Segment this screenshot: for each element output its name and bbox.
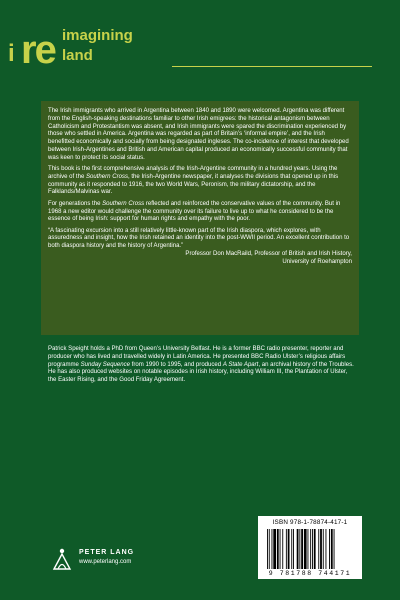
logo-i: i <box>8 40 15 67</box>
blurb-paragraph-3: For generations the Southern Cross reflected and reinforced the conservative values of the community. But in 1968 a new editor would challenge the community over its failure to live up to what he considered to be the essence of being Irish: support for human rights and empathy with the poor. <box>48 200 341 223</box>
logo-rule <box>172 66 372 67</box>
publisher-name: PETER LANG <box>79 549 135 556</box>
barcode-bar <box>299 529 300 569</box>
logo-imagining: imagining <box>62 27 133 44</box>
series-logo <box>8 22 388 74</box>
barcode-bar <box>334 529 335 569</box>
barcode-bar <box>331 529 333 569</box>
logo-land: land <box>62 47 93 64</box>
barcode-bar <box>326 529 327 569</box>
barcode-digits: 9 781788 744171 <box>268 570 352 577</box>
barcode-bar <box>267 529 268 569</box>
barcode-bar <box>310 529 311 569</box>
publisher-logo <box>50 545 160 573</box>
barcode-bar <box>312 529 313 569</box>
blurb-panel <box>41 101 359 335</box>
barcode-bar <box>318 529 319 569</box>
barcode-bar <box>277 529 279 569</box>
barcode-bar <box>280 529 281 569</box>
barcode-bar <box>314 529 316 569</box>
review-attribution <box>48 251 352 267</box>
barcode-bar <box>320 529 322 569</box>
publisher-url[interactable]: www.peterlang.com <box>79 559 132 565</box>
blurb-paragraph-1: The Irish immigrants who arrived in Argentina between 1840 and 1890 were welcomed. Argentina was different from the English-speaking destinations familiar to other Irish emigrees: the historical antagonism between Catholicism and Protestantism was absent, and Irish immigrants were spared the discrimination experienced by those who settled in America. Argentina was regarded as part of Britain’s ‘informal empire’, and the Irish benefitted economically and socially from being designated ingleses. The co-incidence of interest that developed between Irish-Argentines and British and American capital produced an economically successful community that was keen to protect its social status. <box>48 108 349 161</box>
barcode-bar <box>297 529 299 569</box>
peter-lang-icon <box>50 545 74 571</box>
barcode-bar <box>329 529 330 569</box>
barcode-bar <box>272 529 273 569</box>
isbn-label: ISBN 978-1-78874-417-1 <box>272 519 348 526</box>
barcode-bars <box>267 529 353 569</box>
barcode-bar <box>288 529 290 569</box>
barcode-bar <box>301 529 303 569</box>
barcode-bar <box>269 529 270 569</box>
attribution-line-2: University of Roehampton <box>282 258 352 265</box>
barcode-bar <box>273 529 276 569</box>
logo-re: re <box>21 28 55 72</box>
barcode-bar <box>291 529 292 569</box>
blurb-paragraph-2: This book is the first comprehensive analysis of the Irish-Argentine community in a hundred years. Using the archive of the Southern Cross, the Irish-Argentine newspaper, it analyses the divisions that opened up in this community as it responded to 1916, the two World Wars, Peronism, the military dictatorship, and the Falklands/Malvinas war. <box>48 166 339 196</box>
barcode-bar <box>293 529 294 569</box>
review-quote: “A fascinating excursion into a still relatively little-known part of the Irish diaspora, which explores, with assuredness and insight, how the Irish retained an identity into the post-WWII period. An excellent contribution to both diaspora history and the history of Argentina.” <box>48 227 350 250</box>
barcode-bar <box>286 529 287 569</box>
barcode-bar <box>282 529 283 569</box>
attribution-line-1: Professor Don MacRaild, Professor of British and Irish History, <box>185 251 352 258</box>
barcode-bar <box>304 529 307 569</box>
barcode-bar <box>308 529 309 569</box>
author-bio: Patrick Speight holds a PhD from Queen’s University Belfast. He is a former BBC radio presenter, reporter and producer who has lived and travelled widely in Latin America. He presented BBC Radio Ulster’s religious affairs programme Sunday Sequence from 1990 to 1995, and produced A State Apart, an archival history of the Troubles. He has also produced websites on notable episodes in Irish history, including William III, the Plantation of Ulster, the Easter Rising, and the Good Friday Agreement. <box>48 346 354 384</box>
barcode <box>258 516 362 579</box>
barcode-bar <box>323 529 324 569</box>
